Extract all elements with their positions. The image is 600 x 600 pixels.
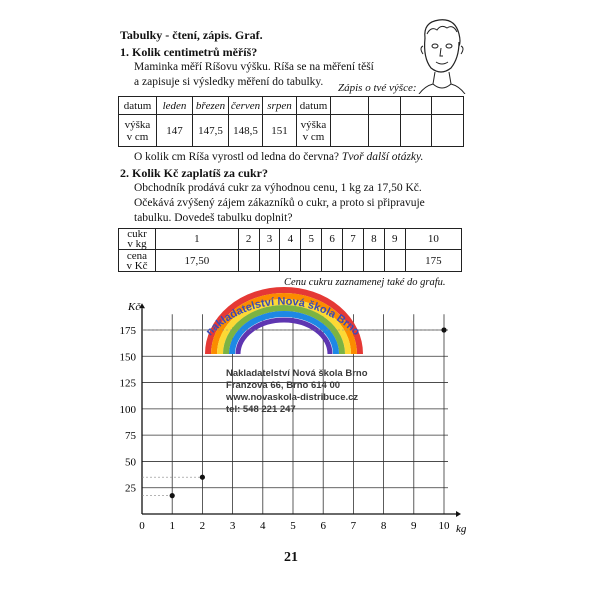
- empty-cell[interactable]: [331, 97, 369, 115]
- month-cell: červen: [229, 97, 263, 115]
- data-point: [200, 475, 205, 480]
- kg-cell: 8: [363, 229, 384, 250]
- empty-cell[interactable]: [369, 97, 401, 115]
- x-tick-label: 7: [350, 520, 357, 532]
- price-cell: 17,50: [156, 250, 239, 272]
- month-cell: březen: [193, 97, 229, 115]
- month-cell: srpen: [263, 97, 297, 115]
- month-cell: leden: [157, 97, 193, 115]
- row-label-price-line2: v Kč: [126, 259, 148, 272]
- watermark-line2: Franzova 66, Brno 614 00: [226, 380, 341, 391]
- watermark-line1: Nakladatelství Nová škola Brno: [226, 368, 368, 379]
- kg-cell: 5: [301, 229, 322, 250]
- empty-cell[interactable]: [400, 115, 432, 147]
- row-label-height2-line2: v cm: [302, 130, 325, 143]
- empty-cell[interactable]: [369, 115, 401, 147]
- price-cell[interactable]: [363, 250, 384, 272]
- boy-face-illustration: [415, 14, 467, 94]
- kg-cell: 7: [343, 229, 364, 250]
- price-cell[interactable]: [322, 250, 343, 272]
- row-label-height-2: [297, 115, 331, 147]
- page-number: 21: [284, 550, 298, 565]
- section-title: Tabulky - čtení, zápis. Graf.: [120, 28, 263, 42]
- data-point: [170, 493, 175, 498]
- kg-cell: 3: [259, 229, 280, 250]
- x-tick-label: 2: [199, 520, 206, 532]
- empty-cell[interactable]: [400, 97, 432, 115]
- row-label-sugar: [119, 229, 156, 250]
- task1-heading: 1. Kolik centimetrů měříš?: [120, 45, 258, 59]
- row-label-height: [119, 115, 157, 147]
- row-label-date: datum: [119, 97, 157, 115]
- sugar-table: [118, 228, 462, 272]
- kg-cell: 10: [405, 229, 461, 250]
- watermark-address: [226, 368, 368, 416]
- price-cell[interactable]: [384, 250, 405, 272]
- row-label-price: [119, 250, 156, 272]
- x-tick-label: 3: [229, 520, 236, 532]
- task2-text-line1: Obchodník prodává cukr za výhodnou cenu, 1 kg za 17,50 Kč.: [134, 182, 422, 194]
- price-cell[interactable]: [343, 250, 364, 272]
- task1-question: [134, 150, 423, 165]
- price-cell[interactable]: [301, 250, 322, 272]
- row-label-height2-line1: výška: [300, 118, 327, 131]
- task2-text-line2: Očekává zvýšený zájem zákazníků o cukr, a proto si připravuje: [134, 197, 425, 209]
- height-cell: 151: [263, 115, 297, 147]
- task1-question-italic: Tvoř další otázky.: [341, 151, 424, 163]
- y-tick-label: 150: [119, 351, 136, 364]
- task1-note: Zápis o tvé výšce:: [338, 82, 417, 94]
- y-axis-label: Kč: [128, 301, 141, 314]
- kg-cell: 6: [322, 229, 343, 250]
- y-tick-label: 25: [125, 482, 136, 495]
- x-axis-label: kg: [456, 523, 467, 535]
- watermark-line3: www.novaskola-distribuce.cz: [226, 392, 359, 403]
- x-tick-label: 6: [320, 520, 326, 532]
- task1-text-line1: Maminka měří Ríšovu výšku. Ríša se na měření těší: [134, 61, 374, 73]
- task1-question-text: O kolik cm Ríša vyrostl od ledna do června?: [134, 151, 340, 163]
- height-cell: 148,5: [229, 115, 263, 147]
- x-tick-label: 4: [260, 520, 266, 532]
- row-label-sugar-line1: cukr: [127, 228, 147, 240]
- y-tick-label: 125: [119, 377, 136, 390]
- task2-heading: 2. Kolik Kč zaplatíš za cukr?: [120, 166, 268, 180]
- x-tick-label: 0: [139, 520, 145, 532]
- y-tick-label: 175: [119, 325, 136, 337]
- height-cell: 147: [157, 115, 193, 147]
- y-tick-label: 50: [125, 456, 136, 469]
- price-cell: 175: [405, 250, 461, 272]
- watermark-line4: tel: 548 221 247: [226, 404, 296, 415]
- row-label-price-line1: cena: [126, 249, 148, 262]
- y-tick-label: 75: [125, 430, 136, 443]
- empty-cell[interactable]: [432, 97, 464, 115]
- kg-cell: 2: [238, 229, 259, 250]
- y-tick-label: 100: [119, 403, 136, 416]
- height-table: [118, 96, 464, 147]
- empty-cell[interactable]: [432, 115, 464, 147]
- task2-text-line3: tabulku. Dovedeš tabulku doplnit?: [134, 212, 293, 224]
- price-cell[interactable]: [238, 250, 259, 272]
- row-label-height-line1: výška: [124, 118, 151, 131]
- row-label-height-line2: v cm: [126, 130, 149, 143]
- x-tick-label: 8: [380, 520, 387, 532]
- x-tick-label: 9: [411, 520, 417, 532]
- x-tick-label: 1: [169, 520, 175, 532]
- data-point: [441, 327, 446, 332]
- price-cell[interactable]: [280, 250, 301, 272]
- price-cell[interactable]: [259, 250, 280, 272]
- publisher-watermark: [204, 290, 363, 354]
- x-axis-arrow: [456, 511, 461, 517]
- graph-note: Cenu cukru zaznamenej také do grafu.: [284, 277, 446, 288]
- empty-cell[interactable]: [331, 115, 369, 147]
- x-tick-label: 10: [438, 520, 450, 532]
- kg-cell: 9: [384, 229, 405, 250]
- row-label-date-2: datum: [297, 97, 331, 115]
- row-label-sugar-line2: v kg: [127, 238, 147, 250]
- kg-cell: 4: [280, 229, 301, 250]
- watermark-arc-text: nakladatelství Nová škola Brno: [203, 295, 363, 339]
- kg-cell: 1: [156, 229, 239, 250]
- height-cell: 147,5: [193, 115, 229, 147]
- x-tick-label: 5: [290, 520, 296, 532]
- task1-text-line2: a zapisuje si výsledky měření do tabulky.: [134, 76, 324, 88]
